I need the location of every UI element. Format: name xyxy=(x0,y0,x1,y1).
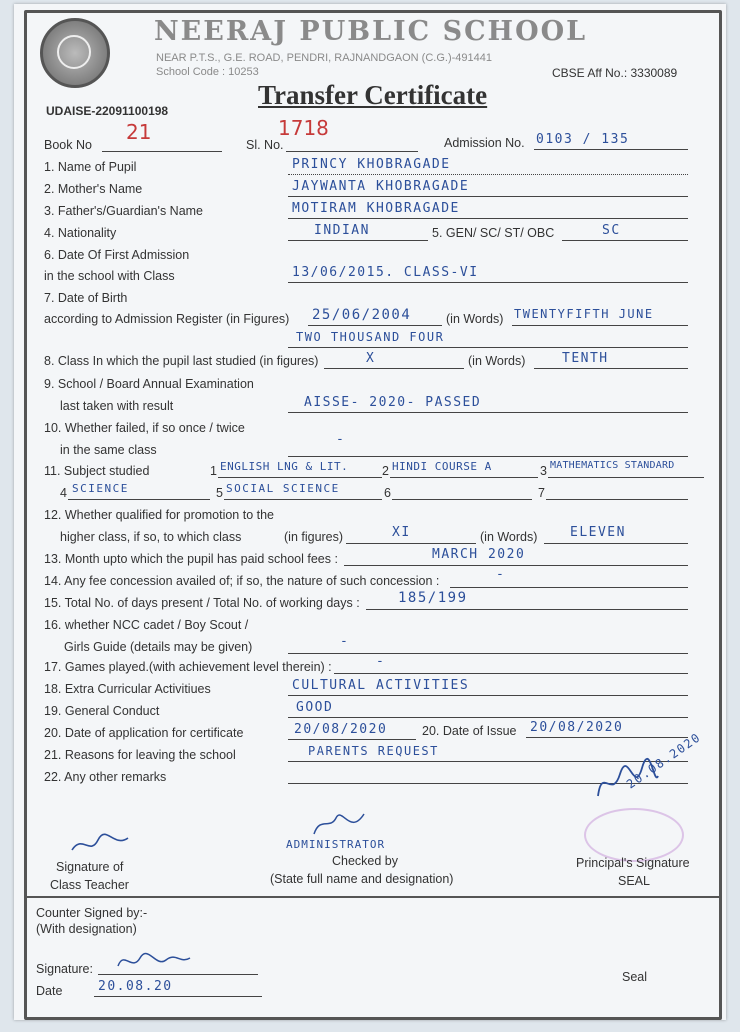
promotion-words-label: (in Words) xyxy=(480,530,538,544)
checked-by-note: (State full name and designation) xyxy=(270,872,454,886)
fees-paid-value: MARCH 2020 xyxy=(432,547,526,562)
board-exam-label-2: last taken with result xyxy=(60,399,174,413)
father-name-label: 3. Father's/Guardian's Name xyxy=(44,204,204,218)
book-no-value: 21 xyxy=(126,120,152,144)
games-value: - xyxy=(376,654,386,669)
school-code: School Code : 10253 xyxy=(156,66,259,78)
subject-5: SOCIAL SCIENCE xyxy=(226,482,340,495)
ncc-value: - xyxy=(340,634,350,649)
first-admission-label: 6. Date Of First Admission xyxy=(44,248,190,262)
subject-2: HINDI COURSE A xyxy=(392,460,492,473)
games-label: 17. Games played.(with achievement level therein) : xyxy=(44,660,332,674)
subject-5-no: 5 xyxy=(216,486,223,500)
last-class-words: TENTH xyxy=(562,351,609,366)
last-class-figures: X xyxy=(366,351,376,366)
father-name-value: MOTIRAM KHOBRAGADE xyxy=(292,201,460,216)
checker-designation: ADMINISTRATOR xyxy=(286,838,386,851)
promotion-words: ELEVEN xyxy=(570,525,626,540)
certificate-sheet xyxy=(14,4,726,1020)
checked-by-label: Checked by xyxy=(332,854,399,868)
subject-2-no: 2 xyxy=(382,464,389,478)
failed-label: 10. Whether failed, if so once / twice xyxy=(44,421,245,435)
conduct-value: GOOD xyxy=(296,700,334,715)
admission-no-value: 0103 / 135 xyxy=(536,132,630,147)
school-logo-icon xyxy=(40,18,110,88)
counter-signature-icon xyxy=(114,948,194,976)
subject-7-no: 7 xyxy=(538,486,545,500)
promotion-label-2: higher class, if so, to which class xyxy=(60,530,242,544)
last-class-label: 8. Class In which the pupil last studied (in figures) xyxy=(44,354,319,368)
footer-date-label: Date xyxy=(36,984,63,998)
subject-1-no: 1 xyxy=(210,464,217,478)
last-class-words-label: (in Words) xyxy=(468,354,526,368)
extra-curricular-label: 18. Extra Curricular Activitiues xyxy=(44,682,211,696)
certificate-title: Transfer Certificate xyxy=(258,80,488,110)
class-teacher-label: Signature of xyxy=(56,860,124,874)
promotion-label: 12. Whether qualified for promotion to the xyxy=(44,508,274,522)
dob-words-label: (in Words) xyxy=(446,312,504,326)
board-exam-label: 9. School / Board Annual Examination xyxy=(44,377,254,391)
checker-signature-icon xyxy=(310,810,370,840)
subjects-label: 11. Subject studied xyxy=(44,464,150,478)
principal-signature-label: Principal's Signature xyxy=(576,856,690,870)
footer-seal-label: Seal xyxy=(622,970,648,984)
with-designation-label: (With designation) xyxy=(36,922,137,936)
sl-no-value: 1718 xyxy=(278,116,329,140)
leaving-reason-label: 21. Reasons for leaving the school xyxy=(44,748,236,762)
pupil-name-label: 1. Name of Pupil xyxy=(44,160,137,174)
dob-words: TWENTYFIFTH JUNE xyxy=(514,307,654,321)
dob-figures: 25/06/2004 xyxy=(312,307,412,323)
admission-no-label: Admission No. xyxy=(444,136,525,150)
attendance-label: 15. Total No. of days present / Total No. of working days : xyxy=(44,596,360,610)
mother-name-label: 2. Mother's Name xyxy=(44,182,143,196)
udaise-code: UDAISE-22091100198 xyxy=(46,104,169,118)
category-value: SC xyxy=(602,223,621,238)
school-name: NEERAJ PUBLIC SCHOOL xyxy=(154,16,588,47)
nationality-label: 4. Nationality xyxy=(44,226,117,240)
extra-curricular-value: CULTURAL ACTIVITIES xyxy=(292,678,470,693)
principal-seal-label: SEAL xyxy=(618,874,650,888)
first-admission-value: 13/06/2015. CLASS-VI xyxy=(292,265,479,280)
fee-concession-label: 14. Any fee concession availed of; if so, the nature of such concession : xyxy=(44,574,440,588)
subject-3: MATHEMATICS STANDARD xyxy=(550,460,675,471)
dob-label: 7. Date of Birth xyxy=(44,291,128,305)
fee-concession-value: - xyxy=(496,567,506,582)
application-date-value: 20/08/2020 xyxy=(294,722,388,737)
first-admission-label-2: in the school with Class xyxy=(44,269,175,283)
sl-no-label: Sl. No. xyxy=(246,138,284,152)
promotion-fig-label: (in figures) xyxy=(284,530,344,544)
ncc-label-2: Girls Guide (details may be given) xyxy=(64,640,253,654)
footer-signature-label: Signature: xyxy=(36,962,93,976)
attendance-value: 185/199 xyxy=(398,590,468,606)
class-teacher-label-2: Class Teacher xyxy=(50,878,129,892)
nationality-value: INDIAN xyxy=(314,223,370,238)
counter-signed-label: Counter Signed by:- xyxy=(36,906,148,920)
subject-4-no: 4 xyxy=(60,486,67,500)
issue-date-label: 20. Date of Issue xyxy=(422,724,517,738)
category-label: 5. GEN/ SC/ ST/ OBC xyxy=(432,226,555,240)
failed-label-2: in the same class xyxy=(60,443,157,457)
leaving-reason-value: PARENTS REQUEST xyxy=(308,744,439,758)
principal-sign-date: 20.08.2020 xyxy=(624,729,704,792)
school-address: NEAR P.T.S., G.E. ROAD, PENDRI, RAJNANDGAON (C.G.)-491441 xyxy=(156,52,492,64)
mother-name-value: JAYWANTA KHOBRAGADE xyxy=(292,179,470,194)
subject-4: SCIENCE xyxy=(72,482,129,495)
footer-divider xyxy=(24,896,722,898)
failed-value: - xyxy=(336,432,346,447)
class-teacher-signature-icon xyxy=(68,830,138,860)
book-no-label: Book No xyxy=(44,138,92,152)
subject-6-no: 6 xyxy=(384,486,391,500)
conduct-label: 19. General Conduct xyxy=(44,704,160,718)
dob-label-2: according to Admission Register (in Figures) xyxy=(44,312,290,326)
cbse-affiliation: CBSE Aff No.: 3330089 xyxy=(552,66,678,80)
board-exam-value: AISSE- 2020- PASSED xyxy=(304,395,482,410)
ncc-label: 16. whether NCC cadet / Boy Scout / xyxy=(44,618,249,632)
application-date-label: 20. Date of application for certificate xyxy=(44,726,244,740)
subject-3-no: 3 xyxy=(540,464,547,478)
remarks-label: 22. Any other remarks xyxy=(44,770,167,784)
promotion-figures: XI xyxy=(392,525,411,540)
pupil-name-value: PRINCY KHOBRAGADE xyxy=(292,157,451,172)
dob-words-2: TWO THOUSAND FOUR xyxy=(296,330,445,344)
footer-date-value: 20.08.20 xyxy=(98,979,173,994)
fees-paid-label: 13. Month upto which the pupil has paid school fees : xyxy=(44,552,338,566)
issue-date-value: 20/08/2020 xyxy=(530,720,624,735)
subject-1: ENGLISH LNG & LIT. xyxy=(220,460,349,473)
